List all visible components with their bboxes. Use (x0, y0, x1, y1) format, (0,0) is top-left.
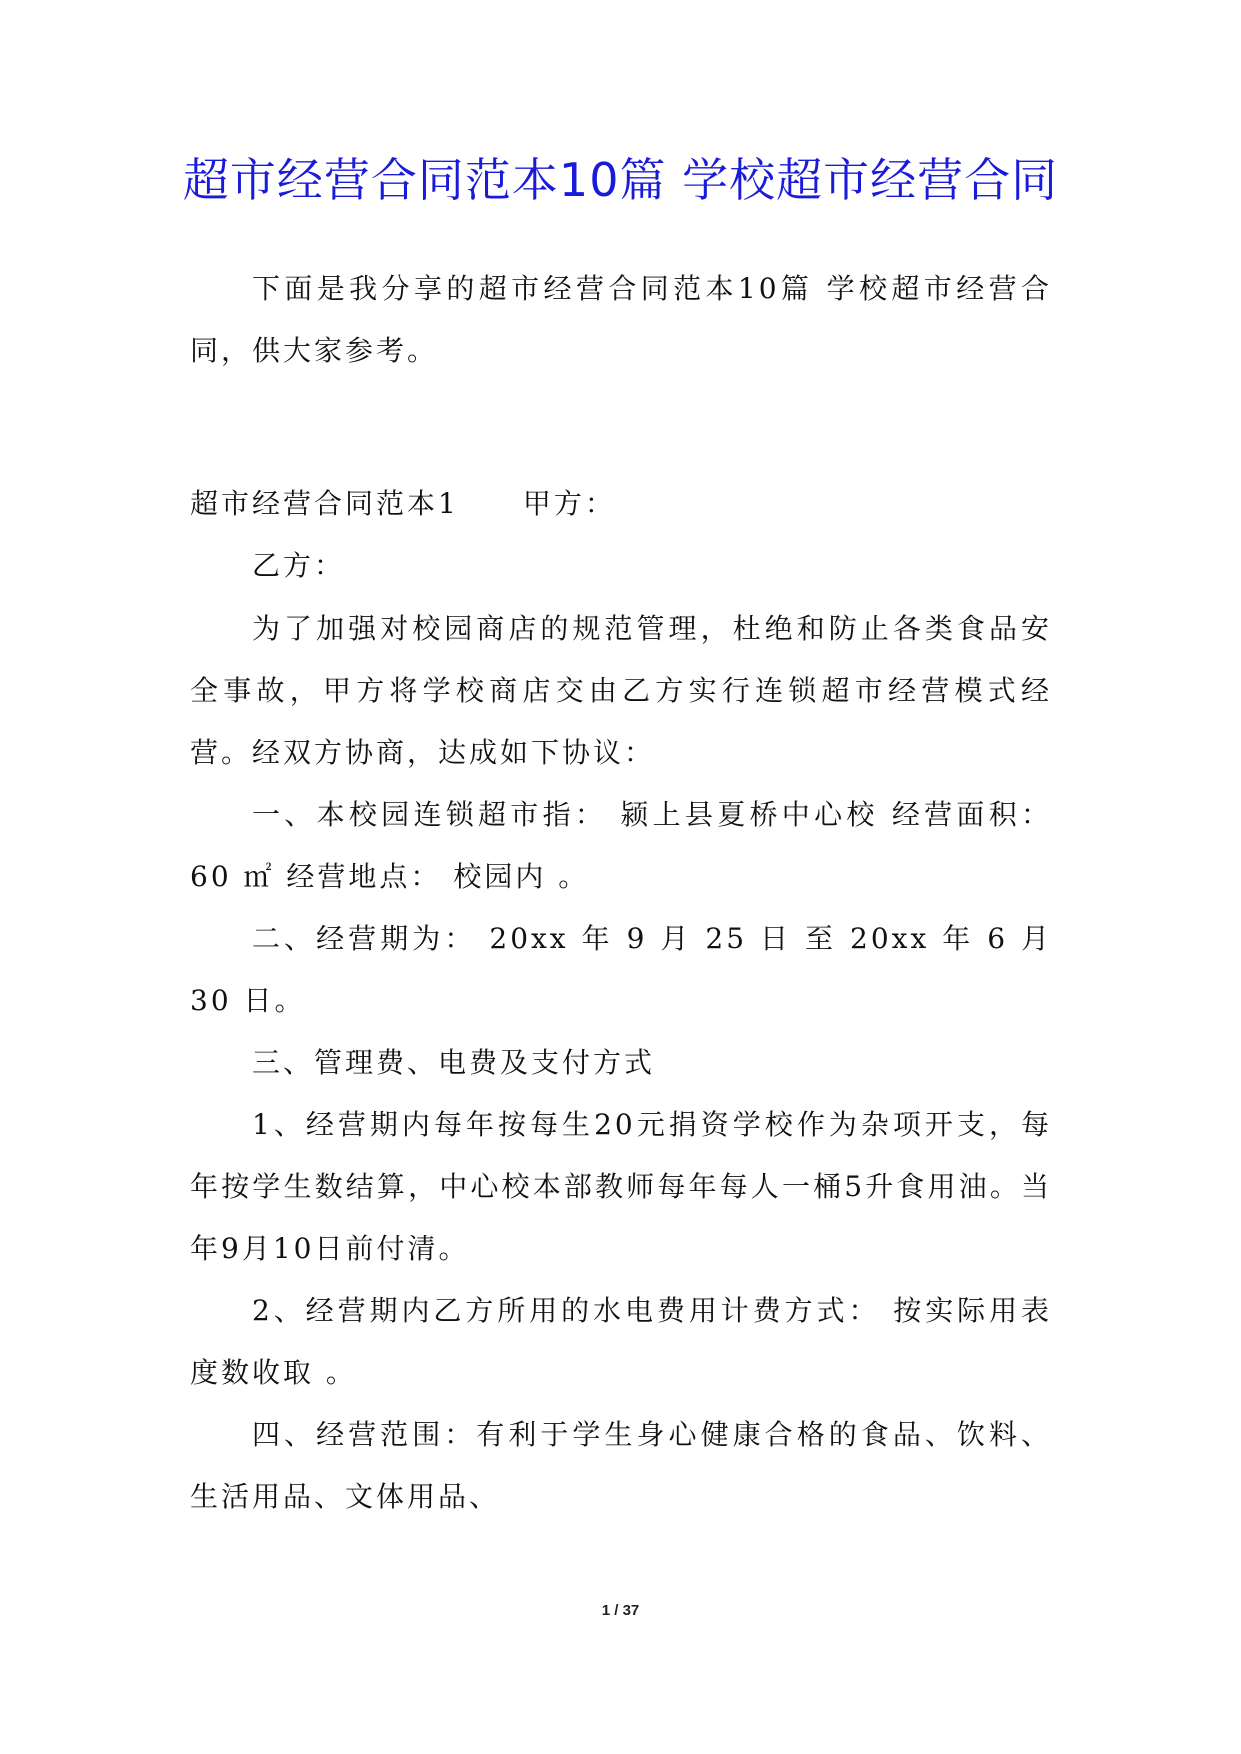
paragraph-4: 三、管理费、电费及支付方式 (252, 1046, 656, 1079)
intro-paragraph: 下面是我分享的超市经营合同范本10篇 学校超市经营合同，供大家参考。 (190, 272, 1052, 367)
page-indicator: 1 / 37 (601, 1602, 640, 1619)
paragraph-6: 2、经营期内乙方所用的水电费用计费方式： 按实际用表度数收取 。 (190, 1294, 1052, 1389)
paragraph-2: 一、本校园连锁超市指： 颍上县夏桥中心校 经营面积： 60 ㎡ 经营地点： 校园内 。 (190, 798, 1052, 893)
paragraph-1: 为了加强对校园商店的规范管理，杜绝和防止各类食品安全事故，甲方将学校商店交由乙方实行连锁超市经营模式经营。经双方协商，达成如下协议： (190, 612, 1052, 769)
party-a-label: 甲方： (522, 487, 616, 520)
paragraph-5: 1、经营期内每年按每生20元捐资学校作为杂项开支，每年按学生数结算，中心校本部教师每年每人一桶5升食用油。当年9月10日前付清。 (190, 1108, 1052, 1265)
paragraph-7: 四、经营范围：有利于学生身心健康合格的食品、饮料、生活用品、文体用品、 (190, 1418, 1052, 1513)
party-b-label: 乙方： (252, 549, 346, 582)
section-heading-row (190, 484, 1052, 524)
paragraph-3: 二、经营期为： 20xx 年 9 月 25 日 至 20xx 年 6 月 30 日。 (190, 922, 1052, 1017)
document-title: 超市经营合同范本10篇 学校超市经营合同 (182, 153, 1059, 207)
section-heading: 超市经营合同范本1 (190, 487, 459, 520)
